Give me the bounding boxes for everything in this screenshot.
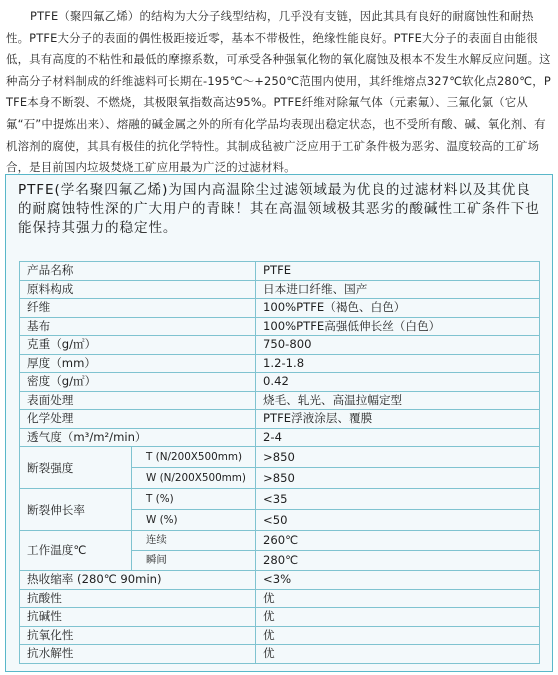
table-row <box>20 447 540 468</box>
row-value: <50 <box>256 510 540 531</box>
row-label: 纤维 <box>20 299 256 318</box>
row-label: 工作温度℃ <box>20 531 132 571</box>
row-label: 产品名称 <box>20 262 256 281</box>
row-sublabel: T (N/200X500mm) <box>132 447 256 468</box>
spec-table <box>19 261 540 664</box>
row-value: 优 <box>256 645 540 664</box>
row-label: 断裂伸长率 <box>20 489 132 531</box>
row-label: 抗水解性 <box>20 645 256 664</box>
row-value: PTFE <box>256 262 540 281</box>
row-label: 密度（g/㎡） <box>20 373 256 392</box>
row-value: 750-800 <box>256 336 540 355</box>
row-label: 断裂强度 <box>20 447 132 489</box>
row-label: 透气度（m³/m²/min） <box>20 428 256 447</box>
row-value: <35 <box>256 489 540 510</box>
row-value: 优 <box>256 608 540 627</box>
table-row <box>20 428 540 447</box>
row-label: 热收缩率 (280℃ 90min) <box>20 571 256 590</box>
table-row <box>20 262 540 281</box>
row-value: PTFE浮液涂层、覆膜 <box>256 410 540 429</box>
table-row <box>20 354 540 373</box>
row-value: 100%PTFE（褐色、白色） <box>256 299 540 318</box>
spec-headline: PTFE(学名聚四氟乙烯)为国内高温除尘过滤领域最为优良的过滤材料以及其优良的耐腐蚀特性深的广大用户的青睐！其在高温领域极其恶劣的酸碱性工矿条件下也能保持其强力的稳定性。 <box>18 182 540 236</box>
intro-paragraph: PTFE（聚四氟乙烯）的结构为大分子线型结构，几乎没有支链，因此其具有良好的耐腐蚀性和耐热性。PTFE大分子的表面的偶性极距接近零，基本不带极性，绝缘性能良好。PTFE大分子的表面自由能很低，具有高度的不粘性和最低的摩擦系数，可承受各种强氧化物的氧化腐蚀及根本不发生水解反应问题。这种高分子材料制成的纤维滤料可长期在-195℃～+250℃范围内使用，其纤维熔点327℃软化点280℃，PTFE本身不断裂、不燃烧，其极限氧指数高达95%。PTFE纤维对除氟气体（元素氟）、三氟化氯（它从氟“石”中提炼出来）、熔融的碱金属之外的所有化学品均表现出稳定状态，也不受所有酸、碱、氧化剂、有机溶剂的腐使，其具有极佳的抗化学特性。其制成毡被广泛应用于工矿条件极为恶劣、温度较高的工矿场合，是目前国内垃圾焚烧工矿应用最为广泛的过滤材料。 <box>6 9 551 175</box>
row-value: 0.42 <box>256 373 540 392</box>
table-row <box>20 410 540 429</box>
table-row <box>20 373 540 392</box>
table-row <box>20 317 540 336</box>
row-value: 烧毛、轧光、高温拉幅定型 <box>256 391 540 410</box>
row-label: 化学处理 <box>20 410 256 429</box>
table-row <box>20 531 540 551</box>
row-value: <3% <box>256 571 540 590</box>
row-label: 原料构成 <box>20 280 256 299</box>
row-value: 100%PTFE高强低伸长丝（白色） <box>256 317 540 336</box>
table-row <box>20 391 540 410</box>
spec-sheet <box>5 174 553 672</box>
table-row <box>20 589 540 608</box>
table-row <box>20 645 540 664</box>
table-row <box>20 626 540 645</box>
row-value: >850 <box>256 468 540 489</box>
row-sublabel: W (N/200X500mm) <box>132 468 256 489</box>
table-row <box>20 489 540 510</box>
row-value: 2-4 <box>256 428 540 447</box>
row-value: >850 <box>256 447 540 468</box>
table-row <box>20 299 540 318</box>
row-value: 1.2-1.8 <box>256 354 540 373</box>
row-value: 优 <box>256 589 540 608</box>
row-label: 抗酸性 <box>20 589 256 608</box>
row-sublabel: 瞬间 <box>132 551 256 571</box>
row-label: 抗氧化性 <box>20 626 256 645</box>
table-row <box>20 336 540 355</box>
row-label: 抗碱性 <box>20 608 256 627</box>
row-sublabel: W (%) <box>132 510 256 531</box>
row-label: 基布 <box>20 317 256 336</box>
table-row <box>20 608 540 627</box>
row-label: 表面处理 <box>20 391 256 410</box>
row-value: 日本进口纤维、国产 <box>256 280 540 299</box>
row-value: 优 <box>256 626 540 645</box>
row-value: 260℃ <box>256 531 540 551</box>
row-sublabel: T (%) <box>132 489 256 510</box>
table-row <box>20 280 540 299</box>
table-row <box>20 571 540 590</box>
row-value: 280℃ <box>256 551 540 571</box>
row-label: 克重（g/㎡） <box>20 336 256 355</box>
row-label: 厚度（mm） <box>20 354 256 373</box>
row-sublabel: 连续 <box>132 531 256 551</box>
